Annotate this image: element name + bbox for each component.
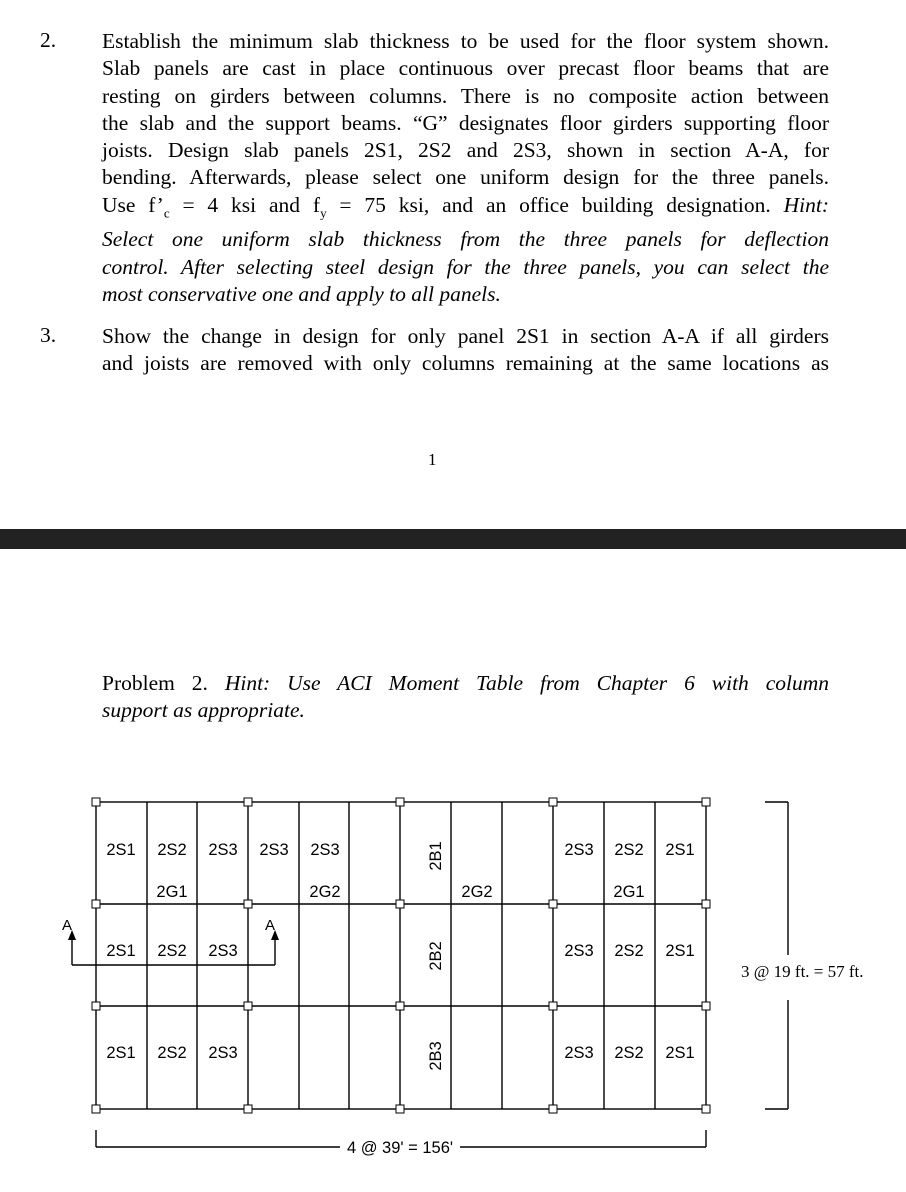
panel-label: 2S2 xyxy=(157,841,187,859)
problem-3-line: and joists are removed with only columns remaining at the same locations as xyxy=(102,351,829,376)
girder-label: 2G1 xyxy=(613,883,645,901)
problem-2-line: bending. Afterwards, please select one uniform design for the three panels. xyxy=(102,165,829,190)
panel-label: 2S3 xyxy=(564,942,594,960)
column-marker xyxy=(702,900,710,908)
panel-label: 2S3 xyxy=(310,841,340,859)
girder-label: 2G2 xyxy=(309,883,341,901)
fc-subscript: c xyxy=(163,205,170,221)
panel-label: 2S1 xyxy=(106,841,136,859)
beam-label: 2B2 xyxy=(427,941,445,971)
beam-labels xyxy=(427,841,445,1070)
panel-label: 2S3 xyxy=(564,841,594,859)
column-marker xyxy=(244,798,252,806)
column-marker xyxy=(244,1105,252,1113)
beam-label: 2B3 xyxy=(427,1041,445,1071)
page-number: 1 xyxy=(428,450,437,469)
column-marker xyxy=(549,1105,557,1113)
column-marker xyxy=(702,798,710,806)
fy-subscript: y xyxy=(320,205,327,221)
panel-label: 2S1 xyxy=(106,942,136,960)
problem-2-line: joists. Design slab panels 2S1, 2S2 and 2S3, shown in section A-A, for xyxy=(102,138,829,163)
problem-3-line: Show the change in design for only panel 2S1 in section A-A if all girders xyxy=(102,324,829,348)
panel-label: 2S1 xyxy=(665,942,695,960)
panel-label: 2S2 xyxy=(614,841,644,859)
panel-label: 2S3 xyxy=(208,1044,238,1062)
problem-2-number: 2. xyxy=(40,28,57,52)
column-marker xyxy=(702,1002,710,1010)
panel-label: 2S2 xyxy=(614,942,644,960)
panel-label: 2S1 xyxy=(665,841,695,859)
column-marker xyxy=(702,1105,710,1113)
panel-label: 2S1 xyxy=(665,1044,695,1062)
column-marker xyxy=(244,900,252,908)
use-prefix: Use f’ xyxy=(102,192,164,217)
column-marker xyxy=(396,900,404,908)
column-marker xyxy=(92,798,100,806)
panel-label: 2S1 xyxy=(106,1044,136,1062)
column-marker xyxy=(549,798,557,806)
panel-label: 2S2 xyxy=(614,1044,644,1062)
panel-label: 2S3 xyxy=(564,1044,594,1062)
caption-prefix: Problem 2. xyxy=(102,671,225,695)
beam-label: 2B1 xyxy=(427,841,445,871)
use-suffix: = 75 ksi, and an office building designation. xyxy=(326,192,784,217)
hint-label: Hint: xyxy=(783,192,830,217)
section-mark: A xyxy=(264,917,276,934)
girder-label: 2G2 xyxy=(461,883,493,901)
caption-hint-2: support as appropriate. xyxy=(102,698,305,722)
column-marker xyxy=(244,1002,252,1010)
problem-2-line: resting on girders between columns. There is no composite action between xyxy=(102,83,829,108)
horizontal-dimension xyxy=(96,1130,706,1157)
panel-label: 2S3 xyxy=(208,942,238,960)
horizontal-dimension-label: 4 @ 39' = 156' xyxy=(346,1139,454,1157)
girder-label: 2G1 xyxy=(156,883,188,901)
column-marker xyxy=(92,1002,100,1010)
column-marker xyxy=(396,1105,404,1113)
problem-2-line: the slab and the support beams. “G” designates floor girders supporting floor xyxy=(102,110,829,135)
panel-label: 2S2 xyxy=(157,1044,187,1062)
caption-hint-1: Hint: Use ACI Moment Table from Chapter 6 with column xyxy=(224,671,830,695)
vertical-dimension-label: 3 @ 19 ft. = 57 ft. xyxy=(741,962,864,981)
problem-2-hint-line: most conservative one and apply to all panels. xyxy=(102,281,501,306)
use-mid: = 4 ksi and f xyxy=(169,192,321,217)
problem-3-number: 3. xyxy=(40,323,57,347)
column-marker xyxy=(396,1002,404,1010)
column-marker xyxy=(92,900,100,908)
panel-label: 2S3 xyxy=(259,841,289,859)
column-marker xyxy=(92,1105,100,1113)
problem-2-line: Establish the minimum slab thickness to be used for the floor system shown. xyxy=(102,29,829,53)
panel-label: 2S2 xyxy=(157,942,187,960)
column-marker xyxy=(549,900,557,908)
section-mark: A xyxy=(61,917,73,934)
vertical-dimension xyxy=(765,802,788,1109)
column-marker xyxy=(396,798,404,806)
problem-2-hint-line: control. After selecting steel design for the three panels, you can select the xyxy=(102,254,829,279)
panel-label: 2S3 xyxy=(208,841,238,859)
problem-2-hint-line: Select one uniform slab thickness from the three panels for deflection xyxy=(102,227,829,252)
problem-2-line: Slab panels are cast in place continuous over precast floor beams that are xyxy=(102,56,829,81)
column-marker xyxy=(549,1002,557,1010)
